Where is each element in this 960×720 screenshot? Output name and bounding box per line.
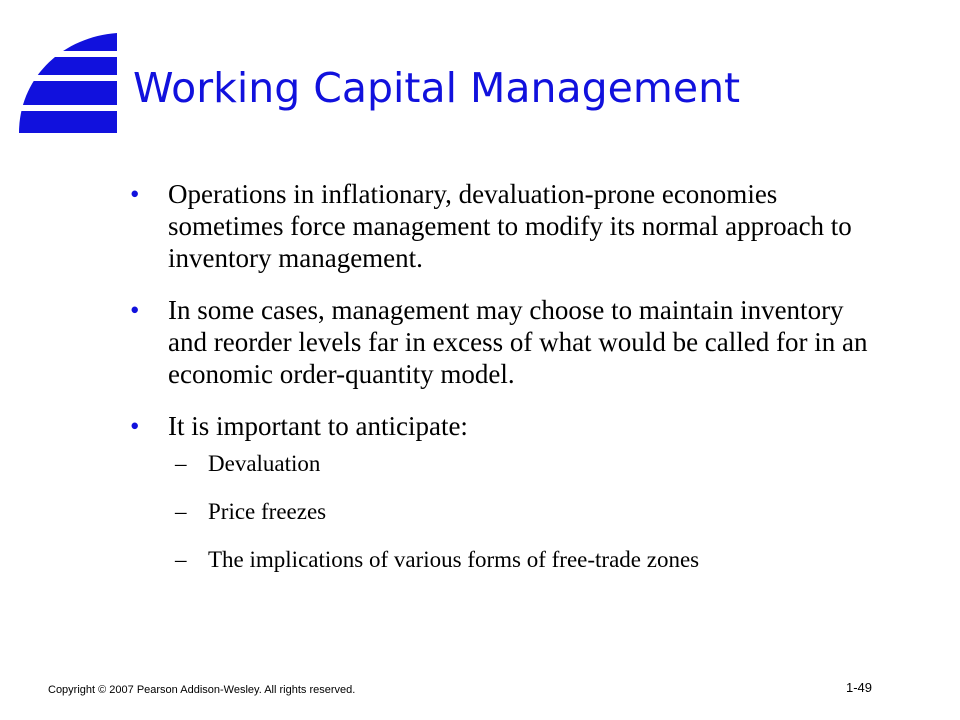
bullet-item [128,178,888,274]
bullet-marker: • [130,411,140,441]
bullet-text: Operations in inflationary, devaluation-prone economies sometimes force management to modify its normal approach to inventory management. [168,179,852,273]
bullet-marker: • [130,179,140,209]
blue-arc-stripes-icon [17,33,117,133]
bullet-marker: • [130,295,140,325]
copyright-text: Copyright © 2007 Pearson Addison-Wesley. All rights reserved. [48,684,356,696]
sub-bullet-item [168,498,888,526]
bullet-text: It is important to anticipate: [168,411,468,441]
sub-bullet-text: Price freezes [208,499,327,524]
sub-bullet-text: The implications of various forms of free-trade zones [208,547,700,572]
bullet-item [128,410,888,574]
bullet-text: In some cases, management may choose to maintain inventory and reorder levels far in excess of what would be called for in an economic order-quantity model. [168,295,868,389]
slide-title: Working Capital Management [133,64,741,112]
sub-bullet-list [168,450,888,574]
sub-bullet-item [168,450,888,478]
bullet-list [128,178,888,594]
dash-marker: – [175,451,187,476]
sub-bullet-text: Devaluation [208,451,321,476]
sub-bullet-item [168,546,888,574]
bullet-item [128,294,888,390]
dash-marker: – [175,547,187,572]
page-number: 1-49 [846,680,873,695]
dash-marker: – [175,499,187,524]
